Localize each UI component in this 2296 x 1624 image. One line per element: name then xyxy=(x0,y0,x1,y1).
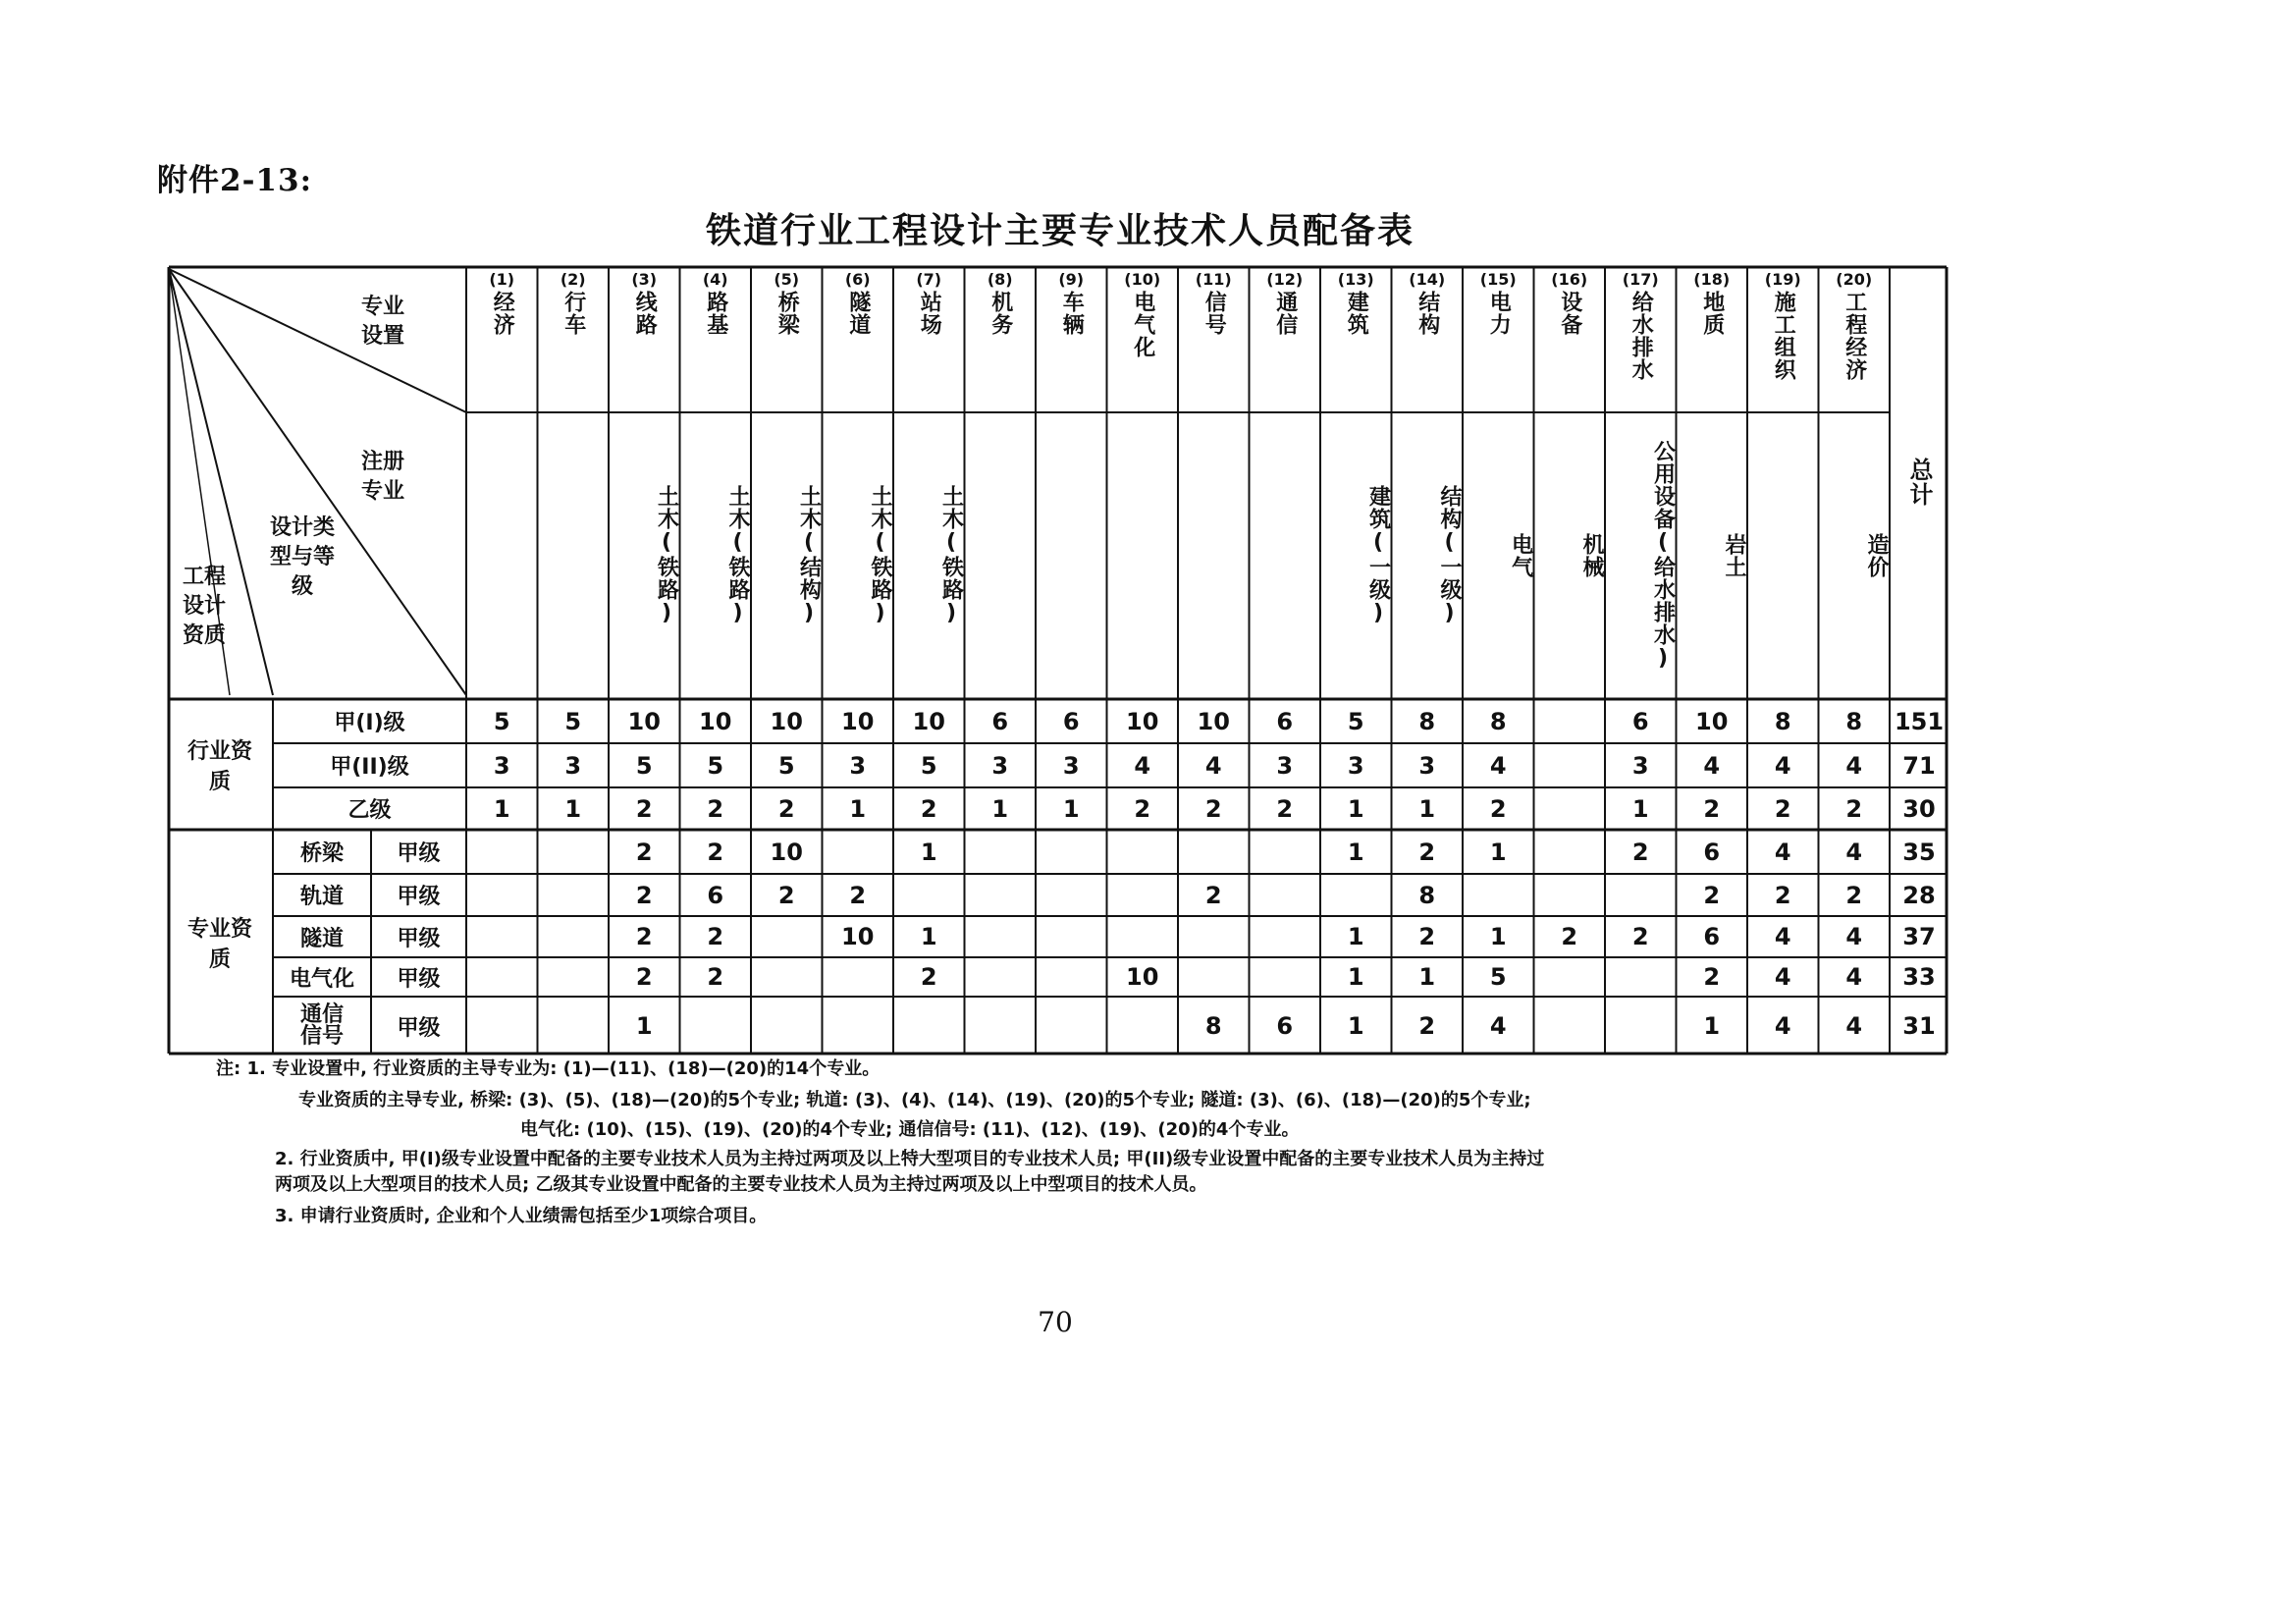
table-cell: 10 xyxy=(1126,707,1159,735)
table-cell xyxy=(466,957,538,997)
table-cell: 6 xyxy=(707,881,724,909)
column-name: 行车 xyxy=(561,291,586,336)
column-registration xyxy=(466,418,538,693)
table-cell: 10 xyxy=(627,707,661,735)
column-number: (11) xyxy=(1195,270,1232,289)
column-header xyxy=(680,269,752,410)
table-cell: 2 xyxy=(1631,838,1649,866)
column-name: 电力 xyxy=(1486,291,1512,336)
row-type: 隧道 xyxy=(299,926,344,951)
table-cell: 1 xyxy=(1418,794,1436,823)
total-header: 总计 xyxy=(1905,458,1933,507)
table-cell: 1 xyxy=(849,794,867,823)
column-header xyxy=(823,269,894,410)
table-cell: 4 xyxy=(1845,838,1863,866)
column-name: 结构 xyxy=(1415,291,1440,336)
table-cell: 4 xyxy=(1774,923,1791,950)
table-cell xyxy=(1605,874,1677,916)
table-cell xyxy=(1534,743,1606,787)
table-cell: 2 xyxy=(635,963,653,991)
table-cell: 8 xyxy=(1204,1012,1222,1040)
page-number: 70 xyxy=(1038,1306,1073,1338)
table-cell: 1 xyxy=(1347,838,1364,866)
table-cell: 4 xyxy=(1845,1012,1863,1040)
table-cell: 6 xyxy=(1062,707,1080,735)
table-cell: 2 xyxy=(849,881,867,909)
table-cell: 5 xyxy=(564,707,582,735)
staffing-table xyxy=(167,265,1949,1056)
column-registration: 机械 xyxy=(1579,533,1604,578)
column-registration xyxy=(1178,418,1250,693)
table-cell xyxy=(751,957,823,997)
table-cell xyxy=(1250,957,1321,997)
column-registration: 土木(铁路) xyxy=(725,485,750,626)
table-cell: 1 xyxy=(991,794,1009,823)
column-registration xyxy=(1747,418,1819,693)
column-number: (3) xyxy=(631,270,658,289)
column-name: 工程经济 xyxy=(1842,291,1867,381)
table-cell xyxy=(1605,997,1677,1056)
table-cell xyxy=(893,874,965,916)
table-cell: 10 xyxy=(1695,707,1729,735)
table-cell: 3 xyxy=(493,751,510,780)
corner-label-zhuanye-shezhi: 专业设置 xyxy=(360,295,404,349)
column-number: (14) xyxy=(1409,270,1446,289)
table-cell: 1 xyxy=(1418,963,1436,991)
table-cell: 1 xyxy=(1347,1012,1364,1040)
column-header xyxy=(466,269,538,410)
column-header xyxy=(1250,269,1321,410)
column-name: 设备 xyxy=(1557,291,1582,336)
row-label: 甲(II)级 xyxy=(330,755,409,780)
column-registration: 土木(铁路) xyxy=(938,485,964,626)
row-total: 33 xyxy=(1902,963,1936,991)
row-total: 35 xyxy=(1902,838,1936,866)
column-registration: 土木(铁路) xyxy=(654,485,679,626)
column-header xyxy=(1036,269,1107,410)
table-cell xyxy=(1250,916,1321,957)
row-grade: 甲级 xyxy=(397,926,441,951)
table-cell: 4 xyxy=(1845,923,1863,950)
table-cell xyxy=(466,916,538,957)
table-cell: 10 xyxy=(841,923,875,950)
table-cell: 2 xyxy=(1845,881,1863,909)
table-cell: 2 xyxy=(1631,923,1649,950)
table-cell xyxy=(1036,916,1107,957)
table-cell: 2 xyxy=(1418,923,1436,950)
table-cell: 2 xyxy=(1774,881,1791,909)
table-cell xyxy=(965,916,1037,957)
column-registration xyxy=(965,418,1037,693)
table-cell xyxy=(1178,830,1250,874)
table-cell xyxy=(965,997,1037,1056)
note-2: 2. 行业资质中, 甲(I)级专业设置中配备的主要专业技术人员为主持过两项及以上特大型项目的专业技术人员; 甲(II)级专业设置中配备的主要专业技术人员为主持过 xyxy=(275,1149,1545,1169)
row-total: 30 xyxy=(1902,794,1936,823)
column-header xyxy=(1392,269,1464,410)
table-cell xyxy=(1534,957,1606,997)
page-title: 铁道行业工程设计主要专业技术人员配备表 xyxy=(705,211,1415,251)
column-header xyxy=(1463,269,1534,410)
column-header xyxy=(751,269,823,410)
table-cell: 4 xyxy=(1845,963,1863,991)
column-header xyxy=(538,269,610,410)
table-cell xyxy=(466,997,538,1056)
table-cell xyxy=(1036,874,1107,916)
column-registration: 结构(一级) xyxy=(1437,485,1462,626)
column-name: 机务 xyxy=(988,291,1013,336)
row-total: 28 xyxy=(1902,881,1936,909)
table-cell xyxy=(1320,874,1392,916)
column-registration: 土木(铁路) xyxy=(868,485,892,626)
table-cell: 5 xyxy=(920,751,937,780)
row-type: 电气化 xyxy=(289,966,354,992)
row-grade: 甲级 xyxy=(397,966,441,992)
table-cell: 5 xyxy=(707,751,724,780)
note-1: 注: 1. 专业设置中, 行业资质的主导专业为: (1)—(11)、(18)—(20)的14个专业。 xyxy=(216,1058,881,1079)
table-cell xyxy=(1534,874,1606,916)
column-name: 车辆 xyxy=(1059,291,1085,336)
table-cell: 8 xyxy=(1489,707,1507,735)
table-cell: 2 xyxy=(1703,794,1721,823)
grid-line xyxy=(169,269,466,412)
table-cell: 8 xyxy=(1418,707,1436,735)
table-cell: 2 xyxy=(1489,794,1507,823)
table-cell: 2 xyxy=(635,923,653,950)
column-name: 线路 xyxy=(632,291,658,336)
table-cell xyxy=(1250,874,1321,916)
table-cell: 4 xyxy=(1774,838,1791,866)
table-cell: 1 xyxy=(1489,923,1507,950)
table-cell: 1 xyxy=(1347,923,1364,950)
column-number: (19) xyxy=(1764,270,1801,289)
column-number: (4) xyxy=(702,270,728,289)
table-cell xyxy=(1107,997,1179,1056)
table-cell: 8 xyxy=(1418,881,1436,909)
column-registration xyxy=(538,418,610,693)
column-number: (9) xyxy=(1058,270,1085,289)
corner-label-sheji-leixing: 设计类型与等级 xyxy=(269,515,335,599)
row-grade: 甲级 xyxy=(397,885,441,909)
table-cell xyxy=(751,916,823,957)
table-cell xyxy=(965,874,1037,916)
row-type: 通信信号 xyxy=(300,1002,345,1049)
table-cell: 10 xyxy=(699,707,732,735)
column-header xyxy=(893,269,965,410)
table-cell: 6 xyxy=(991,707,1009,735)
table-cell xyxy=(1250,830,1321,874)
column-number: (16) xyxy=(1551,270,1588,289)
attachment-label: 附件2-13: xyxy=(157,163,313,198)
table-cell: 1 xyxy=(1062,794,1080,823)
column-header xyxy=(1107,269,1179,410)
table-cell: 10 xyxy=(1197,707,1230,735)
column-name: 给水排水 xyxy=(1629,291,1654,381)
column-registration xyxy=(1250,418,1321,693)
table-cell: 4 xyxy=(1774,963,1791,991)
table-cell: 1 xyxy=(920,923,937,950)
table-cell: 1 xyxy=(493,794,510,823)
table-cell: 5 xyxy=(1347,707,1364,735)
table-cell: 2 xyxy=(707,794,724,823)
column-number: (5) xyxy=(774,270,800,289)
column-name: 施工组织 xyxy=(1771,291,1796,381)
group-label-industry: 行业资质 xyxy=(187,738,252,794)
table-cell: 10 xyxy=(841,707,875,735)
column-name: 信号 xyxy=(1201,291,1227,336)
corner-label-zhuce-zhuanye: 注册专业 xyxy=(360,450,404,504)
column-number: (12) xyxy=(1266,270,1304,289)
table-cell xyxy=(1534,997,1606,1056)
table-cell: 2 xyxy=(777,794,795,823)
column-registration: 建筑(一级) xyxy=(1365,485,1391,626)
column-number: (20) xyxy=(1836,270,1873,289)
table-cell: 2 xyxy=(920,794,937,823)
table-cell xyxy=(1036,997,1107,1056)
row-total: 71 xyxy=(1902,751,1936,780)
table-cell: 2 xyxy=(635,794,653,823)
table-cell xyxy=(1178,957,1250,997)
table-cell: 10 xyxy=(770,838,803,866)
column-header xyxy=(1178,269,1250,410)
column-header xyxy=(965,269,1037,410)
column-number: (1) xyxy=(489,270,515,289)
row-label: 甲(I)级 xyxy=(334,711,405,735)
table-cell: 1 xyxy=(1489,838,1507,866)
table-cell xyxy=(538,997,610,1056)
table-cell: 1 xyxy=(564,794,582,823)
table-cell: 1 xyxy=(635,1012,653,1040)
table-cell: 2 xyxy=(707,923,724,950)
row-total: 37 xyxy=(1902,923,1936,950)
table-cell xyxy=(538,874,610,916)
column-number: (18) xyxy=(1693,270,1731,289)
table-cell: 2 xyxy=(635,881,653,909)
table-cell xyxy=(965,957,1037,997)
table-cell: 6 xyxy=(1276,1012,1294,1040)
row-grade: 甲级 xyxy=(397,841,441,866)
corner-label-gongcheng-sheji-zizhi: 工程设计资质 xyxy=(182,565,226,648)
table-cell: 2 xyxy=(1703,881,1721,909)
column-name: 建筑 xyxy=(1344,291,1369,336)
table-cell: 3 xyxy=(1631,751,1649,780)
table-cell: 2 xyxy=(1204,794,1222,823)
table-cell: 5 xyxy=(635,751,653,780)
table-cell: 6 xyxy=(1703,923,1721,950)
table-cell xyxy=(538,830,610,874)
table-cell: 2 xyxy=(1774,794,1791,823)
table-cell: 4 xyxy=(1774,751,1791,780)
column-name: 路基 xyxy=(703,291,728,336)
table-cell: 2 xyxy=(1204,881,1222,909)
column-header xyxy=(1605,269,1677,410)
table-cell xyxy=(466,830,538,874)
column-registration: 岩土 xyxy=(1722,533,1746,578)
column-registration: 电气 xyxy=(1508,533,1533,578)
table-cell: 2 xyxy=(1418,1012,1436,1040)
table-cell: 2 xyxy=(707,838,724,866)
table-cell: 4 xyxy=(1134,751,1151,780)
row-total: 151 xyxy=(1894,707,1945,735)
column-registration: 土木(结构) xyxy=(796,485,822,626)
table-cell: 4 xyxy=(1204,751,1222,780)
table-cell: 10 xyxy=(1126,963,1159,991)
table-cell: 1 xyxy=(1347,794,1364,823)
table-cell: 2 xyxy=(920,963,937,991)
table-cell xyxy=(1605,957,1677,997)
column-header xyxy=(1534,269,1606,410)
table-cell xyxy=(538,957,610,997)
table-cell: 1 xyxy=(1347,963,1364,991)
table-cell xyxy=(1534,787,1606,830)
table-cell: 2 xyxy=(707,963,724,991)
column-registration: 公用设备(给水排水) xyxy=(1650,440,1676,672)
note-1-cont-a: 专业资质的主导专业, 桥梁: (3)、(5)、(18)—(20)的5个专业; 轨道: (3)、(4)、(14)、(19)、(20)的5个专业; 隧道: (3)、(6)、(18)—(20)的5个专业; xyxy=(298,1090,1531,1110)
table-cell: 5 xyxy=(777,751,795,780)
table-cell: 4 xyxy=(1489,1012,1507,1040)
note-2-cont: 两项及以上大型项目的技术人员; 乙级其专业设置中配备的主要专业技术人员为主持过两项及以上中型项目的技术人员。 xyxy=(275,1174,1207,1195)
column-registration: 造价 xyxy=(1864,533,1889,578)
table-cell: 3 xyxy=(564,751,582,780)
table-cell: 8 xyxy=(1774,707,1791,735)
column-number: (13) xyxy=(1337,270,1374,289)
table-cell: 4 xyxy=(1489,751,1507,780)
column-number: (10) xyxy=(1124,270,1161,289)
column-registration xyxy=(1036,418,1107,693)
table-cell: 3 xyxy=(1418,751,1436,780)
column-header xyxy=(1320,269,1392,410)
table-cell: 3 xyxy=(1062,751,1080,780)
column-number: (6) xyxy=(844,270,871,289)
table-cell xyxy=(751,997,823,1056)
table-cell: 2 xyxy=(777,881,795,909)
row-type: 轨道 xyxy=(299,885,344,909)
table-cell: 4 xyxy=(1703,751,1721,780)
column-header xyxy=(1747,269,1819,410)
column-number: (8) xyxy=(987,270,1013,289)
table-cell: 6 xyxy=(1631,707,1649,735)
column-name: 桥梁 xyxy=(774,291,800,336)
table-cell xyxy=(823,997,894,1056)
column-header xyxy=(609,269,680,410)
table-cell xyxy=(1036,957,1107,997)
table-cell xyxy=(1107,874,1179,916)
row-grade: 甲级 xyxy=(397,1015,441,1041)
table-cell: 3 xyxy=(1347,751,1364,780)
table-cell: 5 xyxy=(1489,963,1507,991)
table-cell: 2 xyxy=(1134,794,1151,823)
column-registration xyxy=(1107,418,1179,693)
table-cell: 1 xyxy=(1631,794,1649,823)
table-cell: 2 xyxy=(635,838,653,866)
column-header xyxy=(1677,269,1748,410)
column-number: (17) xyxy=(1622,270,1659,289)
table-cell xyxy=(1036,830,1107,874)
table-cell: 3 xyxy=(849,751,867,780)
table-cell: 1 xyxy=(1703,1012,1721,1040)
table-cell: 1 xyxy=(920,838,937,866)
table-cell xyxy=(538,916,610,957)
table-cell: 4 xyxy=(1774,1012,1791,1040)
column-number: (2) xyxy=(560,270,586,289)
table-cell xyxy=(1463,874,1534,916)
note-3: 3. 申请行业资质时, 企业和个人业绩需包括至少1项综合项目。 xyxy=(275,1206,768,1226)
table-cell xyxy=(1107,916,1179,957)
table-cell: 3 xyxy=(1276,751,1294,780)
table-cell: 10 xyxy=(770,707,803,735)
table-cell xyxy=(1534,830,1606,874)
column-name: 隧道 xyxy=(845,291,871,336)
table-cell xyxy=(680,997,752,1056)
table-cell: 2 xyxy=(1845,794,1863,823)
table-cell xyxy=(1107,830,1179,874)
table-cell xyxy=(965,830,1037,874)
group-label-specialty: 专业资质 xyxy=(187,917,252,972)
table-cell: 2 xyxy=(1418,838,1436,866)
table-cell: 5 xyxy=(493,707,510,735)
table-cell: 10 xyxy=(912,707,945,735)
column-header xyxy=(1819,269,1891,410)
row-label: 乙级 xyxy=(347,798,392,823)
table-cell: 2 xyxy=(1276,794,1294,823)
column-name: 经济 xyxy=(490,291,515,336)
column-name: 地质 xyxy=(1699,291,1725,336)
table-cell: 2 xyxy=(1703,963,1721,991)
table-cell: 6 xyxy=(1276,707,1294,735)
table-cell: 3 xyxy=(991,751,1009,780)
note-1-cont-b: 电气化: (10)、(15)、(19)、(20)的4个专业; 通信信号: (11)、(12)、(19)、(20)的4个专业。 xyxy=(520,1119,1300,1140)
column-name: 电气化 xyxy=(1130,291,1155,358)
row-total: 31 xyxy=(1902,1012,1936,1040)
row-type: 桥梁 xyxy=(299,841,344,866)
column-name: 站场 xyxy=(917,291,942,336)
table-cell: 4 xyxy=(1845,751,1863,780)
table-cell xyxy=(823,957,894,997)
table-cell: 6 xyxy=(1703,838,1721,866)
column-number: (15) xyxy=(1479,270,1517,289)
column-number: (7) xyxy=(916,270,942,289)
table-cell: 8 xyxy=(1845,707,1863,735)
table-cell xyxy=(1534,699,1606,743)
table-cell xyxy=(893,997,965,1056)
column-name: 通信 xyxy=(1272,291,1298,336)
table-cell xyxy=(466,874,538,916)
table-cell xyxy=(823,830,894,874)
table-cell: 2 xyxy=(1561,923,1578,950)
table-cell xyxy=(1178,916,1250,957)
